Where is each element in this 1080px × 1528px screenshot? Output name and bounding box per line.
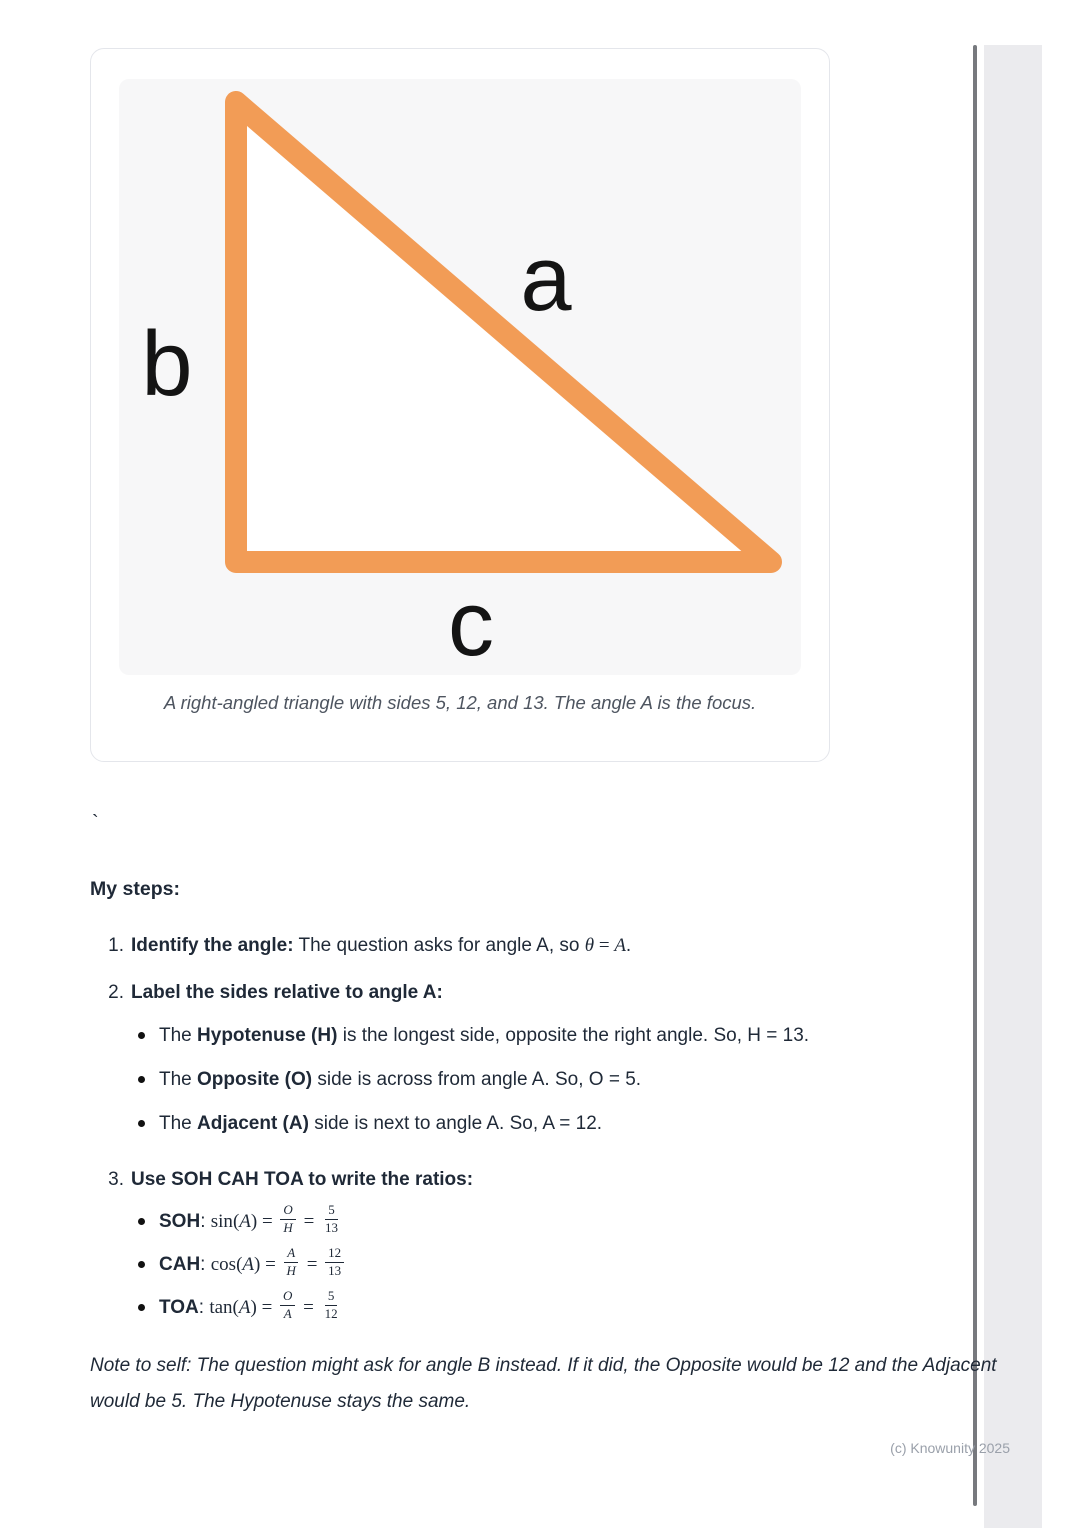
bullet-bold: Adjacent (A) xyxy=(197,1112,309,1134)
step-2-body xyxy=(131,976,1010,1009)
math-equals: = xyxy=(298,1210,320,1232)
ratio-soh xyxy=(90,1202,1010,1239)
fraction-numerator: O xyxy=(280,1289,295,1306)
triangle-label-b: b xyxy=(141,313,193,415)
math-paren: ) xyxy=(254,1253,261,1275)
fraction-denominator: H xyxy=(283,1220,293,1236)
fraction-numerator: O xyxy=(280,1203,295,1220)
ratio-colon: : xyxy=(200,1210,211,1232)
bullet-pre: The xyxy=(159,1025,198,1047)
bullet-bold: Opposite (O) xyxy=(197,1069,313,1091)
fraction-numerator: 5 xyxy=(325,1289,338,1306)
fraction xyxy=(284,1246,299,1279)
math-equals: = xyxy=(256,1296,278,1318)
document-page xyxy=(90,0,1010,1440)
bullet-post: side is next to angle A. So, A = 12. xyxy=(308,1112,603,1134)
bullet-adjacent xyxy=(90,1107,1010,1141)
step-3-label: Use SOH CAH TOA to write the ratios: xyxy=(131,1168,474,1190)
step-2-label: Label the sides relative to angle A: xyxy=(131,982,443,1003)
bullet-text xyxy=(159,1107,602,1141)
math-arg: A xyxy=(242,1253,254,1275)
math-equals: = xyxy=(594,934,615,956)
figure-card xyxy=(90,48,830,762)
ratio-cah xyxy=(90,1245,1010,1282)
ratio-text xyxy=(159,1245,347,1282)
note-to-self: Note to self: The question might ask for angle B instead. If it did, the Opposite would be 12 and the Adjacent would be 5. The Hypotenuse stays the same. xyxy=(90,1355,997,1413)
fraction-denominator: H xyxy=(286,1263,296,1279)
fraction-numerator: 12 xyxy=(325,1246,344,1263)
triangle-label-a: a xyxy=(520,228,572,330)
copyright-notice: (c) Knowunity 2025 xyxy=(890,1440,1010,1456)
step-1 xyxy=(90,929,1010,962)
step-2-bullets xyxy=(90,1019,1010,1140)
math-equals: = xyxy=(298,1296,319,1318)
fraction xyxy=(280,1289,295,1322)
fraction-denominator: 12 xyxy=(324,1306,338,1322)
math-paren: ( xyxy=(232,1296,239,1318)
step-1-number: 1. xyxy=(108,934,124,956)
ratio-label: SOH xyxy=(159,1210,201,1232)
ratio-toa xyxy=(90,1288,1010,1325)
math-arg: A xyxy=(239,1210,251,1232)
step-3 xyxy=(90,1163,1010,1196)
fraction-denominator: 13 xyxy=(325,1220,339,1236)
math-equals: = xyxy=(301,1253,323,1275)
bullet-opposite xyxy=(90,1063,1010,1097)
bullet-bold: Hypotenuse (H) xyxy=(197,1025,338,1047)
step-1-label: Identify the angle: xyxy=(131,934,294,956)
step-3-number: 3. xyxy=(108,1168,124,1190)
fraction xyxy=(325,1246,344,1279)
ratio-colon: : xyxy=(198,1296,210,1318)
step-1-text: The question asks for angle A, so xyxy=(293,934,585,956)
fraction xyxy=(280,1203,295,1236)
fraction-denominator: 13 xyxy=(328,1263,342,1279)
math-paren: ( xyxy=(236,1253,243,1275)
bullet-icon xyxy=(138,1261,145,1268)
step-1-body xyxy=(131,929,1010,962)
bullet-pre: The xyxy=(159,1112,198,1134)
bullet-icon xyxy=(138,1076,145,1083)
fraction-denominator: A xyxy=(283,1306,292,1322)
bullet-icon xyxy=(138,1120,145,1127)
bullet-icon xyxy=(138,1304,145,1311)
math-theta: θ xyxy=(584,934,595,956)
bullet-text xyxy=(159,1063,641,1097)
math-function: sin xyxy=(210,1210,233,1232)
step-2 xyxy=(90,976,1010,1009)
fraction-numerator: A xyxy=(284,1246,298,1263)
step-1-tail: . xyxy=(625,934,632,956)
math-equals: = xyxy=(260,1253,281,1275)
bullet-text xyxy=(159,1019,809,1053)
step-2-number: 2. xyxy=(108,982,124,1003)
fraction-numerator: 5 xyxy=(325,1203,338,1220)
math-function: tan xyxy=(209,1296,233,1318)
bullet-post: side is across from angle A. So, O = 5. xyxy=(312,1069,642,1091)
figure-caption: A right-angled triangle with sides 5, 12, and 13. The angle A is the focus. xyxy=(163,692,757,713)
ratio-label: TOA xyxy=(159,1296,199,1318)
steps-heading: My steps: xyxy=(90,877,180,900)
triangle-shape xyxy=(236,102,771,562)
ratio-text xyxy=(159,1202,344,1239)
step-3-body xyxy=(131,1163,1010,1196)
fraction xyxy=(322,1203,341,1236)
triangle-image xyxy=(119,79,801,675)
triangle-label-c: c xyxy=(448,573,494,675)
steps-list xyxy=(90,929,1010,1325)
math-paren: ) xyxy=(250,1210,258,1232)
math-arg: A xyxy=(238,1296,251,1318)
bullet-icon xyxy=(138,1032,145,1039)
bullet-pre: The xyxy=(159,1069,198,1091)
math-paren: ) xyxy=(250,1296,257,1318)
math-paren: ( xyxy=(232,1210,240,1232)
math-equals: = xyxy=(257,1210,278,1232)
fraction xyxy=(322,1289,341,1322)
ratio-label: CAH xyxy=(159,1253,201,1275)
bullet-hypotenuse xyxy=(90,1019,1010,1053)
bullet-icon xyxy=(138,1218,145,1225)
ratio-colon: : xyxy=(200,1253,211,1275)
ratio-text xyxy=(159,1288,344,1325)
stray-backtick: ` xyxy=(92,811,99,834)
math-function: cos xyxy=(210,1253,237,1275)
bullet-post: is the longest side, opposite the right angle. So, H = 13. xyxy=(337,1025,810,1047)
math-angle-a: A xyxy=(614,934,626,956)
step-3-ratios xyxy=(90,1202,1010,1324)
